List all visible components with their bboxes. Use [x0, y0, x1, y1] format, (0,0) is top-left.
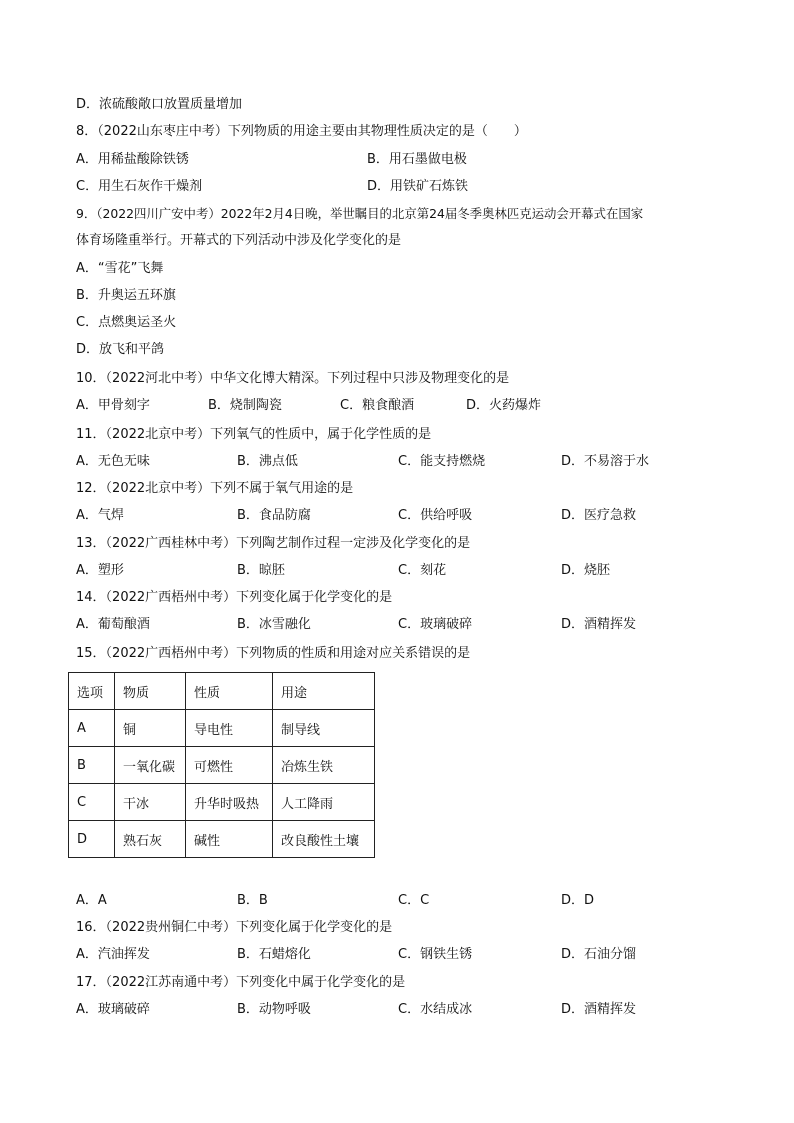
q14-option-d: D．酒精挥发 [561, 617, 637, 632]
q9-stem-line2: 体育场隆重举行。开幕式的下列活动中涉及化学变化的是 [76, 233, 402, 248]
q15-option-a: A．A [76, 893, 107, 908]
q13-option-c: C．刻花 [398, 563, 447, 578]
q11-option-b: B．沸点低 [237, 454, 298, 469]
table-header-row [69, 673, 375, 710]
table-cell: C [69, 784, 115, 821]
q7-option-d: D．浓硫酸敞口放置质量增加 [76, 97, 243, 112]
q17-option-c: C．水结成冰 [398, 1002, 473, 1017]
table-cell: 熟石灰 [115, 821, 186, 858]
table-header-cell: 性质 [186, 673, 273, 710]
q15-option-c: C．C [398, 893, 430, 908]
q12-stem: 12．（2022北京中考）下列不属于氧气用途的是 [76, 481, 354, 496]
q8-stem: 8．（2022山东枣庄中考）下列物质的用途主要由其物理性质决定的是（ ） [76, 124, 527, 139]
table-row [69, 710, 375, 747]
q9-option-d: D．放飞和平鸽 [76, 342, 165, 357]
q16-option-c: C．钢铁生锈 [398, 947, 473, 962]
q9-option-a: A．“雪花”飞舞 [76, 261, 164, 276]
q15-option-b: B．B [237, 893, 268, 908]
q13-option-a: A．塑形 [76, 563, 124, 578]
q11-option-c: C．能支持燃烧 [398, 454, 486, 469]
q16-option-d: D．石油分馏 [561, 947, 637, 962]
q11-option-a: A．无色无味 [76, 454, 150, 469]
q11-stem: 11．（2022北京中考）下列氧气的性质中，属于化学性质的是 [76, 427, 432, 442]
q10-option-c: C．粮食酿酒 [340, 398, 415, 413]
q17-stem: 17．（2022江苏南通中考）下列变化中属于化学变化的是 [76, 975, 406, 990]
q8-option-b: B．用石墨做电极 [367, 152, 467, 167]
q10-stem: 10．（2022河北中考）中华文化博大精深。下列过程中只涉及物理变化的是 [76, 371, 510, 386]
q8-option-d: D．用铁矿石炼铁 [367, 179, 469, 194]
q10-option-a: A．甲骨刻字 [76, 398, 150, 413]
q10-option-b: B．烧制陶瓷 [208, 398, 282, 413]
table-header-cell: 选项 [69, 673, 115, 710]
q12-option-a: A．气焊 [76, 508, 124, 523]
table-cell: 冶炼生铁 [273, 747, 375, 784]
q13-option-d: D．烧胚 [561, 563, 611, 578]
table-cell: 一氧化碳 [115, 747, 186, 784]
q13-stem: 13．（2022广西桂林中考）下列陶艺制作过程一定涉及化学变化的是 [76, 536, 471, 551]
q14-option-b: B．冰雪融化 [237, 617, 311, 632]
q8-option-c: C．用生石灰作干燥剂 [76, 179, 203, 194]
table-cell: 碱性 [186, 821, 273, 858]
q16-option-a: A．汽油挥发 [76, 947, 150, 962]
q12-option-d: D．医疗急救 [561, 508, 637, 523]
table-cell: 可燃性 [186, 747, 273, 784]
q12-option-b: B．食品防腐 [237, 508, 311, 523]
table-row [69, 747, 375, 784]
q11-option-d: D．不易溶于水 [561, 454, 650, 469]
q9-option-b: B．升奥运五环旗 [76, 288, 176, 303]
q16-stem: 16．（2022贵州铜仁中考）下列变化属于化学变化的是 [76, 920, 393, 935]
q12-option-c: C．供给呼吸 [398, 508, 473, 523]
table-cell: 制导线 [273, 710, 375, 747]
q17-option-d: D．酒精挥发 [561, 1002, 637, 1017]
table-cell: 导电性 [186, 710, 273, 747]
table-header-cell: 用途 [273, 673, 375, 710]
table-cell: D [69, 821, 115, 858]
table-header-cell: 物质 [115, 673, 186, 710]
q14-option-c: C．玻璃破碎 [398, 617, 473, 632]
q15-table [68, 672, 375, 858]
table-cell: 升华时吸热 [186, 784, 273, 821]
table-cell: A [69, 710, 115, 747]
table-cell: 改良酸性土壤 [273, 821, 375, 858]
table-row [69, 821, 375, 858]
q8-option-a: A．用稀盐酸除铁锈 [76, 152, 189, 167]
q14-option-a: A．葡萄酿酒 [76, 617, 150, 632]
q17-option-b: B．动物呼吸 [237, 1002, 311, 1017]
q9-option-c: C．点燃奥运圣火 [76, 315, 177, 330]
q16-option-b: B．石蜡熔化 [237, 947, 311, 962]
q13-option-b: B．晾胚 [237, 563, 285, 578]
q14-stem: 14．（2022广西梧州中考）下列变化属于化学变化的是 [76, 590, 393, 605]
q10-option-d: D．火药爆炸 [466, 398, 542, 413]
q17-option-a: A．玻璃破碎 [76, 1002, 150, 1017]
table-cell: 人工降雨 [273, 784, 375, 821]
table-cell: 干冰 [115, 784, 186, 821]
table-cell: 铜 [115, 710, 186, 747]
table-cell: B [69, 747, 115, 784]
q9-stem-line1: 9．（2022四川广安中考）2022年2月4日晚，举世瞩目的北京第24届冬季奥林匹克运动会开幕式在国家 [76, 206, 644, 221]
table-row [69, 784, 375, 821]
q15-option-d: D．D [561, 893, 595, 908]
q15-stem: 15．（2022广西梧州中考）下列物质的性质和用途对应关系错误的是 [76, 646, 471, 661]
